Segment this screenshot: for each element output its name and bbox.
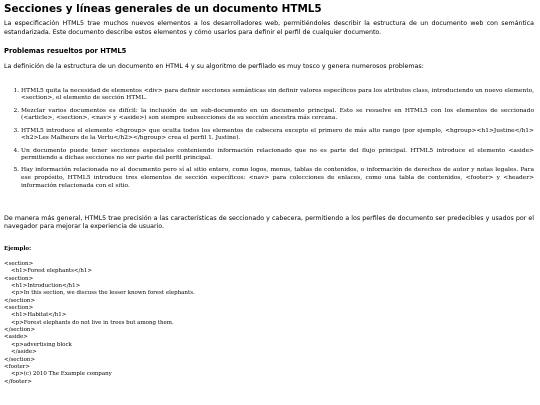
list-item: 5. Hay información relacionada no al documento pero sí al sitio entero, como logos, menus, tablas de contenidos, o información de derechos de autor y notas legales. Para ese propósito, HTML5 introduce tres elementos de sección específicos: <nav> para colecciones de enlaces, como una tabla de contenidos, <footer> y <header> información relacionada con el sitio. [21, 167, 534, 190]
example-label: Ejemplo: [4, 245, 32, 252]
problems-intro-paragraph: La definición de la estructura de un documento en HTML 4 y su algoritmo de perfilado es muy tosco y genera numerosos problemas: [4, 63, 424, 71]
code-line: <p>In this section, we discuss the lesser known forest elephants. [4, 290, 195, 297]
code-line: <section> [4, 305, 34, 312]
code-line: </footer> [4, 378, 32, 385]
code-listing [4, 261, 534, 386]
code-line: <h1>Introduction</h1> [4, 283, 81, 290]
code-line: <section> [4, 261, 34, 268]
code-line: </section> [4, 327, 36, 334]
code-line: <h1>Habitat</h1> [4, 312, 67, 319]
code-line: <p>(c) 2010 The Example company [4, 371, 112, 378]
page-title: Secciones y líneas generales de un documento HTML5 [4, 3, 322, 15]
summary-paragraph: De manera más general, HTML5 trae precisión a las características de seccionado y cabecera, permitiendo a los perfiles de documento ser predecibles y usados por el navegador para mejorar la experiencia de usuario. [4, 214, 534, 231]
problems-heading: Problemas resueltos por HTML5 [4, 47, 127, 56]
problems-list [4, 88, 534, 191]
code-line: <footer> [4, 363, 30, 370]
code-line: <h1>Forest elephants</h1> [4, 268, 93, 275]
code-line: <p>Forest elephants do not live in trees but among them. [4, 319, 174, 326]
code-line: <p>advertising block [4, 341, 72, 348]
code-line: <aside> [4, 334, 28, 341]
code-line: <section> [4, 275, 34, 282]
list-item: 2. Mezclar varios documentos es difícil: la inclusión de un sub-documento en un documento principal. Esto se resuelve en HTML5 con los elementos de seccionado (<article>, <section>, <nav> y <aside>) son siempre subsecciones de su sección ancestra más cercana. [21, 108, 534, 123]
code-line: </aside> [4, 349, 37, 356]
intro-paragraph: La especificación HTML5 trae muchos nuevos elementos a los desarrolladores web, permitiéndoles describir la estructura de un documento web con semántica estandarizada. Este documento describe estos elementos y cómo usarlos para definir el perfil de cualquier documento. [4, 20, 534, 36]
code-line: </section> [4, 297, 36, 304]
list-item: 1. HTML5 quita la necesidad de elementos <div> para definir secciones semánticas sin definir valores específicos para los atributos class, introduciendo un nuevo elemento, <section>, el elemento de sección HTML. [21, 88, 534, 103]
list-item: 4. Un documento puede tener secciones especiales conteniendo información relacionado que no es parte del flujo principal. HTML5 introduce el elemento <aside> permitiendo a dichas secciones no ser parte del perfil principal. [21, 148, 534, 163]
example-block [4, 246, 534, 386]
list-item: 3. HTML5 introduce el elemento <hgroup> que oculta todos los elementos de cabecera excepto el primero de más alto rango (por ejemplo, <hgroup><h1>Justine</h1><h2>Les Malheurs de la Vertu</h2></hgroup> crea el perfil 1. Justine). [21, 128, 534, 143]
code-line: </section> [4, 356, 36, 363]
